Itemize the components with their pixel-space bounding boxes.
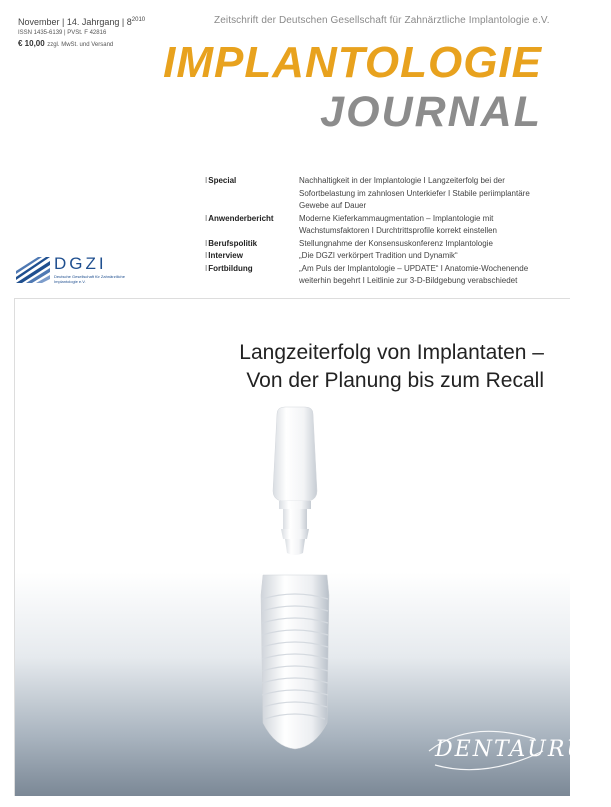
cover-image-panel xyxy=(14,298,611,796)
society-line: Zeitschrift der Deutschen Gesellschaft für Zahnärztliche Implantologie e.V. xyxy=(214,15,550,26)
issue-year: 14. Jahrgang xyxy=(66,17,120,27)
toc-row xyxy=(205,213,555,238)
toc-text: „Am Puls der Implantologie – UPDATE“ I Anatomie-Wochenende weiterhin begehrt I Leitlinie zur 3-D-Bildgebung verabschiedet xyxy=(299,263,529,285)
issue-line: November | 14. Jahrgang | $8^{2010}$ xyxy=(18,17,146,27)
price-note: zzgl. MwSt. und Versand xyxy=(47,42,114,48)
implant-body-shape xyxy=(261,575,329,749)
toc-category: IAnwenderbericht xyxy=(205,213,274,223)
issue-number: 8 xyxy=(126,17,132,27)
toc-row xyxy=(205,238,555,251)
issn-line: ISSN 1435-6139 | PVSt. F 42816 xyxy=(18,30,107,36)
toc-text: Nachhaltigkeit in der Implantologie I Langzeiterfolg bei der Sofortbelastung im zahnlosen Unterkiefer I Stabile periimplantäre Gewebe auf Dauer xyxy=(299,176,530,210)
dgzi-emblem-icon xyxy=(16,255,50,283)
toc-row xyxy=(205,250,555,263)
masthead-title-line2: JOURNAL xyxy=(320,88,542,136)
dgzi-logo xyxy=(16,255,131,287)
abutment-shape xyxy=(273,407,317,555)
dgzi-subtitle: Deutsche Gesellschaft für Zahnärztliche Implantologie e.V. xyxy=(54,274,125,284)
toc-text: „Die DGZI verkörpert Tradition und Dynamik“ xyxy=(299,251,458,260)
toc-row xyxy=(205,175,555,213)
dgzi-name: DGZI xyxy=(54,254,107,273)
brand-logo: DENTAURUM xyxy=(435,737,611,762)
implant-illustration xyxy=(15,299,571,797)
issue-month: November xyxy=(18,17,60,27)
issue-number-year: 2010 xyxy=(131,17,146,23)
toc-text: Stellungnahme der Konsensuskonferenz Implantologie xyxy=(299,238,493,248)
toc-text: Moderne Kieferkammaugmentation – Implantologie mit Wachstumsfaktoren I Durchtrittsprofile korrekt einstellen xyxy=(299,213,497,235)
toc-category: ISpecial xyxy=(205,176,237,185)
headline-line2: Von der Planung bis zum Recall xyxy=(246,369,544,392)
toc-category: IFortbildung xyxy=(205,263,253,273)
headline-line1: Langzeiterfolg von Implantaten – xyxy=(239,341,544,364)
toc-row xyxy=(205,263,555,288)
toc-category: IInterview xyxy=(205,251,243,260)
toc-category: IBerufspolitik xyxy=(205,238,258,248)
masthead-title-line1: IMPLANTOLOGIE xyxy=(163,38,542,87)
table-of-contents xyxy=(205,175,555,288)
price: € 10,00 xyxy=(18,39,45,48)
